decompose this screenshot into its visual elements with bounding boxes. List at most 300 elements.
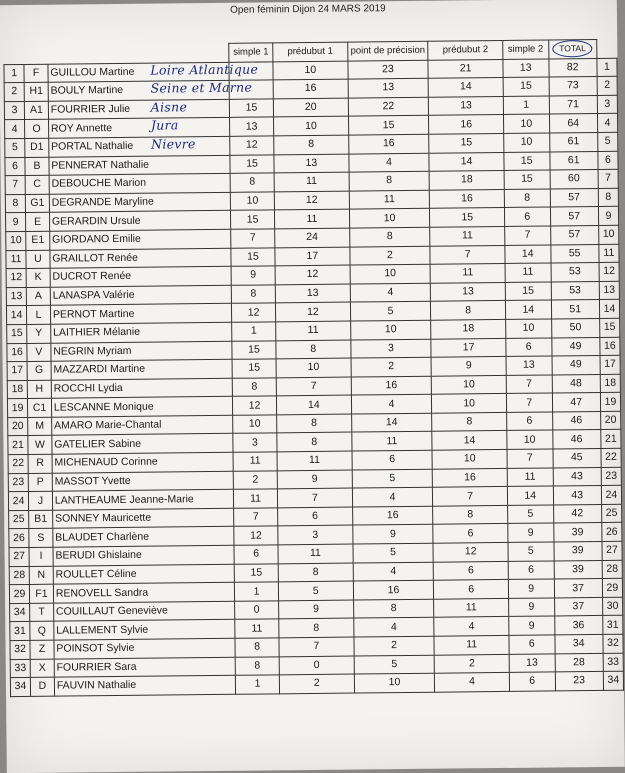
row-final-rank: [601, 504, 621, 523]
row-simple2: [508, 542, 554, 561]
row-predubut1: [277, 414, 352, 433]
row-simple2: [507, 430, 553, 449]
row-rank-text: 34: [13, 606, 26, 619]
header-precision: point de précision: [347, 41, 428, 60]
row-rank-text: 24: [12, 494, 25, 507]
row-predubut2-text: 14: [459, 80, 472, 93]
row-name-text: DEBOUCHE Marion: [51, 177, 147, 191]
row-total: [548, 58, 596, 77]
row-predubut1-text: 8: [313, 621, 320, 634]
row-precision-text: 16: [387, 583, 400, 596]
row-rank: [8, 473, 28, 492]
row-predubut1: [276, 302, 351, 321]
row-predubut2-text: 14: [463, 434, 476, 447]
row-rank-text: 14: [10, 308, 23, 321]
row-simple1: [235, 656, 279, 675]
row-precision: [351, 413, 432, 432]
row-simple1-text: 15: [247, 250, 259, 263]
row-precision: [352, 469, 433, 488]
row-rank: [6, 306, 26, 325]
row-name: [53, 564, 234, 584]
row-precision: [353, 562, 434, 581]
header-simple2: simple 2: [503, 40, 549, 59]
row-final-rank: [601, 448, 621, 467]
header-total: [548, 39, 596, 58]
row-predubut2: [432, 449, 507, 468]
row-final-rank: [601, 485, 621, 504]
row-predubut1: [279, 600, 354, 619]
row-simple2-text: 10: [523, 433, 536, 446]
row-precision-text: 4: [390, 565, 397, 578]
row-code: [24, 82, 48, 101]
row-simple1: [234, 526, 278, 545]
row-rank: [4, 64, 24, 83]
row-rank-text: 5: [11, 141, 18, 154]
row-predubut1: [274, 172, 349, 191]
row-predubut2: [434, 654, 509, 673]
row-name-text: ROY Annette: [50, 121, 113, 135]
row-code: [27, 324, 51, 343]
row-final-rank-text: 34: [607, 674, 620, 687]
row-code: [26, 268, 50, 287]
row-total-text: 48: [570, 377, 582, 390]
row-simple1-text: 1: [254, 678, 261, 691]
row-rank: [10, 622, 30, 641]
row-code: [25, 194, 49, 213]
row-code: [28, 454, 52, 473]
row-total-text: 49: [569, 339, 582, 353]
row-code: [27, 380, 51, 399]
row-total: [550, 207, 598, 226]
row-precision: [348, 97, 429, 116]
row-predubut1-text: 3: [312, 528, 319, 541]
row-final-rank-text: 6: [604, 153, 611, 166]
row-predubut2-text: 7: [467, 489, 474, 502]
row-predubut2: [433, 542, 508, 561]
row-simple2: [506, 337, 552, 356]
row-simple1: [232, 340, 276, 359]
row-simple1-text: 8: [251, 380, 258, 393]
row-simple1-text: 10: [248, 417, 261, 430]
row-name: [53, 545, 234, 565]
row-predubut2: [434, 617, 509, 636]
row-final-rank: [599, 318, 619, 337]
row-total: [553, 504, 601, 523]
row-simple2-text: 9: [528, 619, 535, 632]
results-table: [3, 39, 624, 697]
row-code: [27, 306, 51, 325]
row-predubut1-text: 8: [312, 565, 319, 578]
row-precision-text: 11: [383, 193, 395, 206]
row-precision: [352, 487, 433, 506]
row-simple1: [230, 117, 274, 136]
row-final-rank: [599, 300, 619, 319]
row-final-rank-text: 11: [603, 246, 615, 259]
row-total: [555, 672, 603, 691]
row-precision: [350, 283, 431, 302]
row-predubut1: [278, 563, 353, 582]
row-final-rank: [598, 169, 618, 188]
row-rank: [5, 176, 25, 195]
row-final-rank: [600, 393, 620, 412]
row-simple2: [503, 59, 549, 78]
row-final-rank: [602, 541, 622, 560]
row-rank-text: 8: [12, 197, 19, 210]
row-final-rank-text: 7: [605, 172, 612, 185]
row-precision-text: 16: [386, 509, 399, 522]
row-name-text: LANTHEAUME Jeanne-Marie: [54, 492, 194, 507]
row-name-text: ROULLET Céline: [55, 567, 137, 581]
row-precision-text: 11: [386, 434, 398, 447]
row-code-text: C: [33, 178, 42, 191]
row-simple2-text: 11: [522, 266, 534, 279]
row-predubut1-text: 7: [313, 640, 320, 653]
row-final-rank-text: 31: [606, 618, 619, 631]
row-precision: [350, 320, 431, 339]
row-code: [27, 343, 51, 362]
row-predubut1: [277, 433, 352, 452]
row-total-text: 53: [568, 265, 581, 278]
row-code-text: H: [35, 382, 44, 395]
row-precision-text: 8: [390, 602, 397, 615]
row-predubut2: [431, 357, 506, 376]
row-simple1: [231, 210, 275, 229]
row-total-text: 73: [566, 79, 579, 92]
row-rank: [6, 269, 26, 288]
row-predubut1: [275, 228, 350, 247]
row-total-text: 34: [572, 637, 585, 650]
row-code-text: O: [32, 122, 41, 135]
row-simple1-text: 0: [253, 603, 260, 616]
row-simple2: [507, 412, 553, 431]
row-simple2: [507, 486, 553, 505]
row-name: [51, 415, 232, 435]
results-body: [4, 58, 624, 697]
row-final-rank-text: 17: [604, 358, 616, 371]
row-code-text: E1: [31, 234, 45, 247]
row-rank: [6, 250, 26, 269]
row-simple2: [505, 300, 551, 319]
row-code: [25, 120, 49, 139]
row-name-text: LANASPA Valérie: [52, 288, 135, 302]
row-name-text: DEGRANDE Maryline: [51, 195, 154, 209]
row-final-rank-text: 24: [605, 488, 618, 501]
row-precision: [350, 246, 431, 265]
row-code-text: V: [35, 345, 43, 358]
row-simple1-text: 2: [252, 473, 259, 486]
row-total: [549, 95, 597, 114]
row-predubut1-text: 20: [304, 100, 317, 114]
row-name: [48, 118, 229, 138]
row-simple1: [235, 619, 279, 638]
row-predubut2-text: 16: [461, 192, 473, 205]
row-final-rank-text: 26: [605, 525, 618, 538]
row-simple2: [504, 189, 550, 208]
row-rank: [7, 343, 27, 362]
row-final-rank-text: 8: [605, 190, 612, 203]
row-predubut1-text: 5: [312, 584, 319, 597]
row-simple1: [233, 433, 277, 452]
row-name: [53, 583, 234, 603]
row-total: [552, 430, 600, 449]
row-predubut1-text: 7: [311, 491, 318, 504]
header-predubut1: prédubut 1: [273, 42, 348, 61]
row-name: [53, 601, 234, 621]
row-name: [50, 266, 231, 286]
row-final-rank-text: 32: [607, 637, 619, 650]
row-simple1: [231, 266, 275, 285]
row-simple1: [231, 247, 275, 266]
handwritten-note: Aisne: [150, 99, 188, 115]
row-predubut1-text: 0: [313, 658, 320, 671]
row-name-text: GUILLOU Martine: [50, 65, 135, 79]
row-precision: [349, 153, 430, 172]
row-final-rank-text: 12: [603, 265, 615, 278]
row-predubut1: [273, 61, 348, 80]
row-code-text: G: [34, 364, 44, 377]
row-code: [30, 640, 54, 659]
row-name: [50, 304, 231, 324]
row-rank-text: 4: [11, 122, 18, 135]
row-simple2: [507, 449, 553, 468]
row-predubut1: [275, 247, 350, 266]
row-precision: [353, 599, 434, 618]
row-code: [29, 584, 53, 603]
row-code-text: C1: [32, 401, 47, 414]
row-code: [26, 213, 50, 232]
row-code-text: U: [34, 252, 42, 265]
row-rank-text: 2: [11, 85, 18, 98]
row-predubut2: [430, 189, 505, 208]
row-predubut2: [433, 505, 508, 524]
row-simple2-text: 6: [526, 414, 533, 427]
row-total: [554, 616, 602, 635]
row-predubut1: [277, 470, 352, 489]
row-code: [29, 491, 53, 510]
row-simple2-text: 6: [528, 637, 535, 651]
row-simple2-text: 13: [519, 61, 532, 74]
row-predubut2: [432, 412, 507, 431]
row-name: [49, 192, 230, 212]
row-simple1-text: 7: [252, 510, 259, 523]
row-total: [551, 318, 599, 337]
row-name-text: GERARDIN Ursule: [51, 214, 141, 228]
header-predubut2: prédubut 2: [428, 40, 503, 59]
row-simple2-text: 13: [526, 656, 538, 669]
row-simple1: [231, 303, 275, 322]
row-code-text: J: [37, 494, 44, 507]
row-name: [53, 527, 234, 547]
row-code: [28, 417, 52, 436]
row-simple1: [233, 470, 277, 489]
row-rank: [10, 678, 30, 697]
row-final-rank-text: 10: [602, 228, 615, 241]
row-final-rank: [600, 337, 620, 356]
row-code-text: D1: [29, 141, 44, 154]
row-predubut2: [433, 468, 508, 487]
row-final-rank: [601, 467, 621, 486]
row-final-rank-text: 22: [605, 451, 617, 464]
row-name: [49, 211, 230, 231]
row-total: [550, 170, 598, 189]
row-rank-text: 20: [11, 420, 24, 433]
row-precision: [354, 655, 435, 674]
row-predubut2-text: 11: [465, 601, 477, 614]
row-total-text: 82: [566, 61, 579, 74]
row-final-rank-text: 1: [603, 60, 610, 73]
row-final-rank: [598, 132, 618, 151]
row-total-text: 46: [570, 414, 583, 427]
row-precision-text: 10: [383, 211, 396, 224]
row-final-rank: [600, 355, 620, 374]
row-predubut1-text: 12: [305, 193, 318, 207]
row-name-text: NEGRIN Myriam: [53, 344, 132, 358]
row-predubut1: [276, 340, 351, 359]
row-final-rank-text: 30: [606, 599, 619, 613]
row-name: [52, 508, 233, 528]
row-rank-text: 23: [12, 475, 25, 489]
row-simple1: [234, 508, 278, 527]
row-simple2-text: 13: [522, 359, 535, 372]
row-final-rank: [598, 151, 618, 170]
row-rank-text: 21: [12, 438, 24, 451]
row-rank-text: 12: [10, 271, 23, 284]
row-code-text: W: [34, 438, 45, 451]
row-total-text: 46: [570, 432, 583, 446]
row-predubut2-text: 11: [461, 229, 473, 242]
row-simple1-text: 11: [250, 492, 262, 505]
row-total: [554, 597, 602, 616]
row-simple2-text: 7: [526, 396, 533, 409]
row-precision-text: 9: [389, 527, 396, 540]
row-predubut2-text: 6: [467, 527, 474, 540]
row-code-text: K: [34, 271, 42, 284]
row-code-text: E: [33, 215, 42, 228]
row-precision: [351, 432, 432, 451]
row-name-text: BOULY Martine: [50, 84, 124, 98]
row-simple1: [234, 582, 278, 601]
row-code-text: B1: [34, 512, 48, 526]
row-code-text: A: [34, 289, 42, 302]
row-final-rank-text: 33: [607, 655, 620, 668]
row-simple2: [504, 207, 550, 226]
row-total-text: 37: [572, 581, 585, 594]
row-predubut1-text: 8: [311, 435, 318, 448]
row-predubut2-text: 4: [469, 675, 476, 688]
row-total: [554, 560, 602, 579]
row-predubut1: [278, 581, 353, 600]
row-final-rank-text: 13: [603, 283, 616, 296]
row-code-text: R: [36, 457, 44, 470]
row-precision: [353, 543, 434, 562]
row-simple2-text: 10: [522, 321, 535, 334]
row-predubut1-text: 11: [306, 175, 318, 188]
row-predubut2-text: 6: [467, 564, 474, 577]
row-code: [28, 398, 52, 417]
row-code-text: P: [36, 475, 44, 488]
row-predubut1-text: 8: [310, 342, 317, 355]
row-name-text: LAITHIER Mélanie: [53, 325, 141, 339]
row-final-rank: [599, 262, 619, 281]
row-total: [553, 449, 601, 468]
row-code-text: F1: [35, 587, 48, 600]
row-simple2: [508, 505, 554, 524]
row-simple1-text: 8: [254, 640, 261, 653]
row-rank: [9, 510, 29, 529]
row-code-text: G1: [30, 196, 45, 209]
row-simple2-text: 8: [524, 191, 531, 204]
row-total-text: 42: [571, 507, 584, 520]
row-precision: [349, 190, 430, 209]
row-name-text: GATELIER Sabine: [54, 437, 142, 451]
row-final-rank-text: 29: [606, 581, 619, 594]
row-simple1-text: 12: [250, 529, 262, 542]
row-simple1-text: 15: [248, 343, 260, 356]
row-rank-text: 7: [12, 178, 19, 191]
row-total-text: 71: [567, 98, 579, 111]
row-predubut2: [432, 394, 507, 413]
row-code: [29, 547, 53, 566]
row-predubut2: [430, 245, 505, 264]
row-total-text: 39: [571, 525, 584, 538]
row-rank-text: 28: [13, 568, 26, 582]
row-total: [553, 467, 601, 486]
row-rank-text: 18: [11, 382, 24, 396]
row-total: [550, 188, 598, 207]
row-simple2: [506, 375, 552, 394]
row-simple2-text: 15: [520, 80, 532, 93]
row-simple2-text: 7: [526, 452, 533, 465]
row-code: [28, 436, 52, 455]
row-total: [551, 281, 599, 300]
row-final-rank: [599, 244, 619, 263]
row-precision: [349, 209, 430, 228]
row-simple2: [509, 616, 555, 635]
handwritten-note: Seine et Marne: [150, 79, 253, 96]
row-name: [52, 490, 233, 510]
row-simple1-text: 12: [245, 138, 258, 151]
row-rank: [5, 138, 25, 157]
row-name: [54, 657, 235, 677]
row-precision-text: 3: [387, 341, 394, 354]
row-rank-text: 16: [11, 345, 23, 358]
row-simple2-text: 15: [520, 154, 533, 167]
row-name-text: MAZZARDI Martine: [53, 363, 146, 377]
row-rank-text: 11: [10, 252, 22, 265]
row-predubut2: [429, 152, 504, 171]
row-simple2-text: 11: [524, 470, 536, 483]
row-precision: [351, 395, 432, 414]
row-simple2: [508, 523, 554, 542]
row-code: [25, 157, 49, 176]
row-rank: [4, 83, 24, 102]
row-predubut2: [428, 59, 503, 78]
row-code: [30, 659, 54, 678]
row-total-text: 39: [571, 544, 584, 557]
row-precision-text: 14: [385, 416, 398, 429]
row-name-text: SONNEY Mauricette: [54, 511, 152, 525]
row-predubut2: [428, 78, 503, 97]
row-total: [552, 356, 600, 375]
row-rank: [6, 287, 26, 306]
row-final-rank: [602, 597, 622, 616]
row-code: [25, 175, 49, 194]
row-rank: [7, 324, 27, 343]
row-total: [553, 523, 601, 542]
row-simple2: [509, 635, 555, 654]
row-precision: [350, 339, 431, 358]
row-total: [550, 225, 598, 244]
